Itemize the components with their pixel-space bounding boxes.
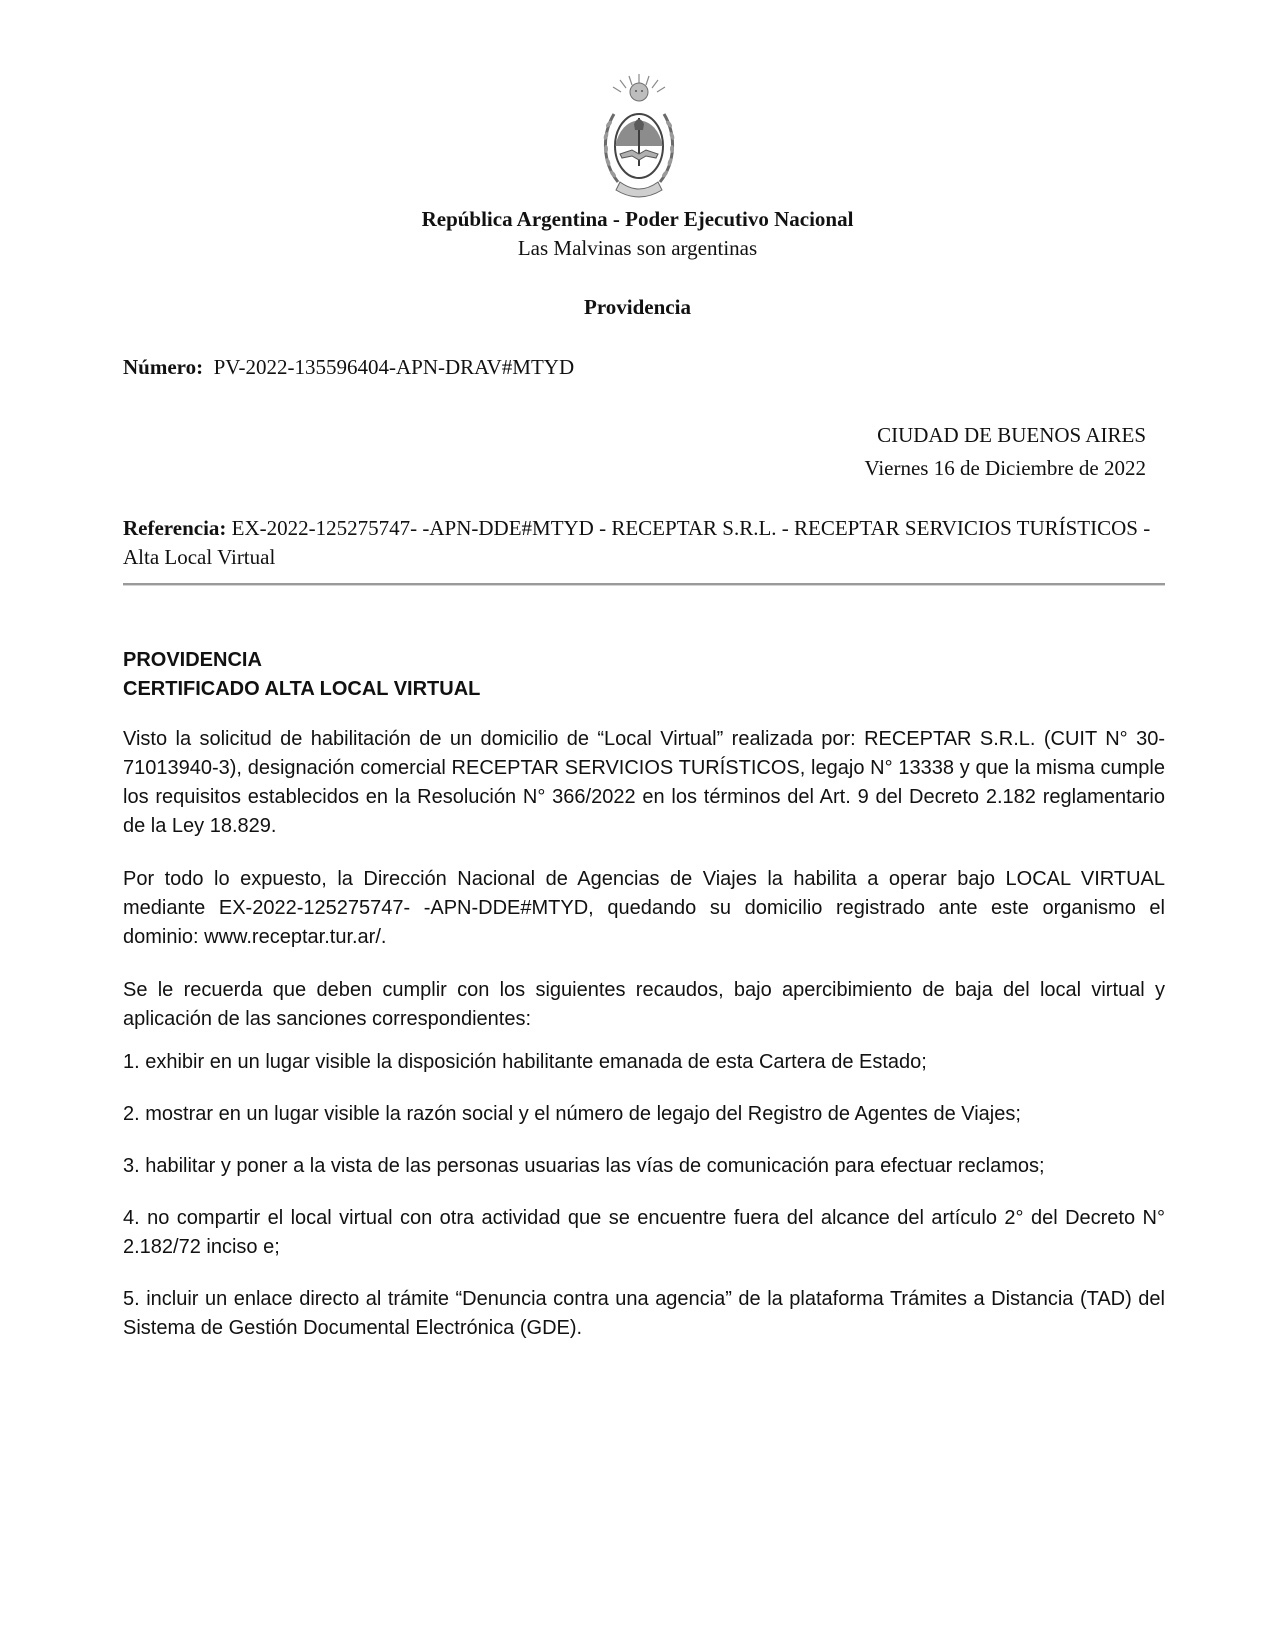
argentina-coat-of-arms-icon: [600, 74, 678, 204]
paragraph-habilitacion: Por todo lo expuesto, la Dirección Nacional de Agencias de Viajes la habilita a operar bajo LOCAL VIRTUAL mediante EX-2022-125275747- -APN-DDE#MTYD, quedando su domicilio registrado ante este organismo el dominio: www.receptar.tur.ar/.: [123, 868, 1165, 948]
header-divider: [123, 583, 1165, 586]
list-item: 3. habilitar y poner a la vista de las personas usuarias las vías de comunicación para efectuar reclamos;: [123, 1155, 1045, 1177]
date-line: Viernes 16 de Diciembre de 2022: [864, 456, 1146, 480]
document-number: [123, 354, 574, 380]
body-heading-certificado: CERTIFICADO ALTA LOCAL VIRTUAL: [123, 678, 481, 700]
reference-value: EX-2022-125275747- -APN-DDE#MTYD - RECEPTAR S.R.L. - RECEPTAR SERVICIOS TURÍSTICOS - Alta Local Virtual: [123, 516, 1151, 569]
reference-block: [123, 514, 1163, 572]
list-item: 5. incluir un enlace directo al trámite “Denuncia contra una agencia” de la plataforma Trámites a Distancia (TAD) del Sistema de Gestión Documental Electrónica (GDE).: [123, 1288, 1165, 1339]
list-item: 4. no compartir el local virtual con otra actividad que se encuentre fuera del alcance del artículo 2° del Decreto N° 2.182/72 inciso e;: [123, 1207, 1165, 1258]
reference-label: Referencia:: [123, 516, 227, 540]
document-number-label: Número:: [123, 355, 204, 379]
issuer-title: República Argentina - Poder Ejecutivo Nacional: [421, 207, 854, 231]
paragraph-recaudos: Se le recuerda que deben cumplir con los siguientes recaudos, bajo apercibimiento de baja del local virtual y aplicación de las sanciones correspondientes:: [123, 979, 1165, 1030]
list-item: 1. exhibir en un lugar visible la disposición habilitante emanada de esta Cartera de Estado;: [123, 1051, 927, 1073]
body-heading-providencia: PROVIDENCIA: [123, 649, 262, 671]
document-type: Providencia: [584, 295, 691, 319]
list-item: 2. mostrar en un lugar visible la razón social y el número de legajo del Registro de Agentes de Viajes;: [123, 1103, 1021, 1125]
paragraph-visto: Visto la solicitud de habilitación de un domicilio de “Local Virtual” realizada por: RECEPTAR S.R.L. (CUIT N° 30-71013940-3), designación comercial RECEPTAR SERVICIOS TURÍSTICOS, legajo N° 13338 y que la misma cumple los requisitos establecidos en la Resolución N° 366/2022 en los términos del Art. 9 del Decreto 2.182 reglamentario de la Ley 18.829.: [123, 728, 1165, 837]
motto-line: Las Malvinas son argentinas: [517, 236, 758, 260]
place-line: CIUDAD DE BUENOS AIRES: [877, 423, 1146, 447]
document-number-value: PV-2022-135596404-APN-DRAV#MTYD: [213, 355, 575, 379]
